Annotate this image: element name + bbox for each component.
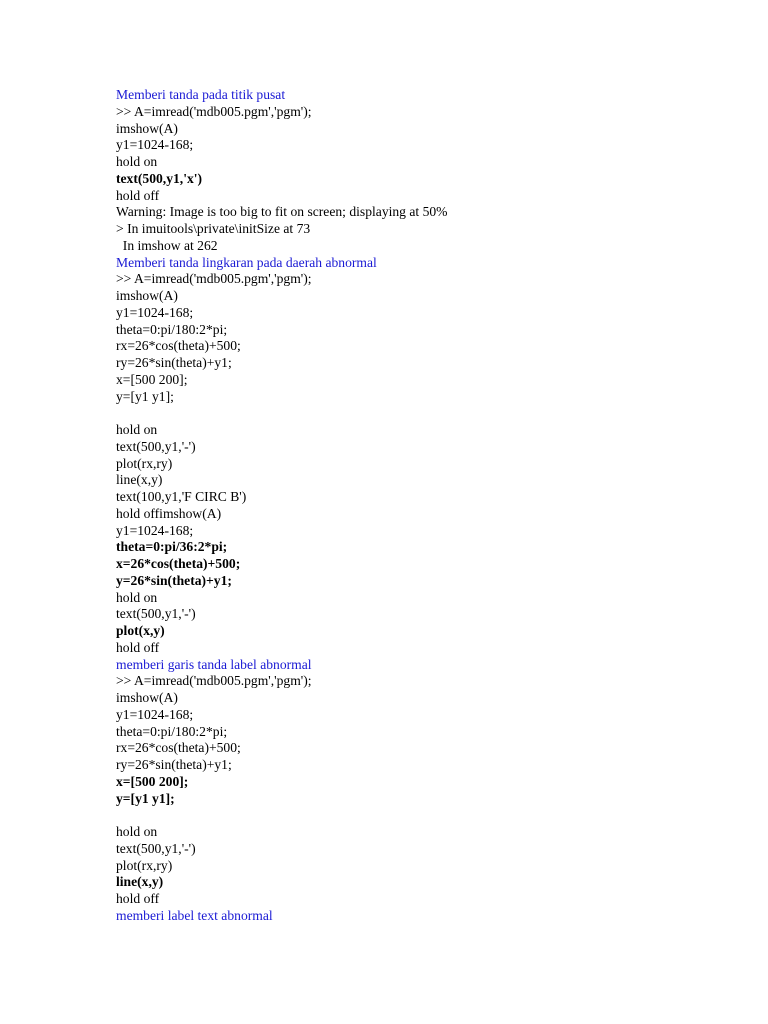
code-line: text(500,y1,'-') bbox=[116, 438, 196, 454]
code-line: y1=1024-168; bbox=[116, 706, 194, 722]
code-line: hold on bbox=[116, 589, 158, 605]
code-line: theta=0:pi/180:2*pi; bbox=[116, 321, 228, 337]
code-line: Warning: Image is too big to fit on screen; displaying at 50% bbox=[116, 204, 448, 220]
code-line: ry=26*sin(theta)+y1; bbox=[116, 355, 232, 370]
code-line: imshow(A) bbox=[116, 288, 178, 303]
code-line: hold on bbox=[116, 824, 158, 839]
code-line: y1=1024-168; bbox=[116, 522, 194, 538]
code-line: rx=26*cos(theta)+500; bbox=[116, 338, 241, 354]
code-line: y=[y1 y1]; bbox=[116, 388, 174, 404]
code-line: line(x,y) bbox=[116, 472, 163, 488]
code-line: x=[500 200]; bbox=[116, 371, 188, 387]
code-line: imshow(A) bbox=[116, 690, 178, 705]
code-line: text(500,y1,'-') bbox=[116, 840, 196, 856]
blank-line bbox=[116, 807, 736, 824]
section-heading: Memberi tanda pada titik pusat bbox=[116, 87, 286, 102]
code-line: >> A=imread('mdb005.pgm','pgm'); bbox=[116, 673, 312, 689]
code-line: text(100,y1,'F CIRC B') bbox=[116, 489, 247, 504]
code-line: theta=0:pi/36:2*pi; bbox=[116, 539, 228, 555]
code-line: text(500,y1,'x') bbox=[116, 170, 203, 186]
code-line: ry=26*sin(theta)+y1; bbox=[116, 757, 232, 772]
code-line: hold on bbox=[116, 154, 158, 169]
code-line: rx=26*cos(theta)+500; bbox=[116, 740, 241, 756]
code-line: hold on bbox=[116, 422, 158, 437]
blank-line bbox=[116, 405, 736, 422]
code-line: plot(rx,ry) bbox=[116, 455, 173, 471]
code-line: In imshow at 262 bbox=[116, 237, 218, 253]
code-line: > In imuitools\private\initSize at 73 bbox=[116, 221, 311, 236]
code-line: x=26*cos(theta)+500; bbox=[116, 556, 241, 571]
code-line: hold offimshow(A) bbox=[116, 505, 222, 521]
code-line: plot(x,y) bbox=[116, 623, 165, 638]
code-line: y1=1024-168; bbox=[116, 137, 194, 153]
section-heading: memberi garis tanda label abnormal bbox=[116, 656, 312, 672]
code-line: hold off bbox=[116, 187, 160, 203]
code-line: x=[500 200]; bbox=[116, 773, 189, 789]
code-line: >> A=imread('mdb005.pgm','pgm'); bbox=[116, 103, 312, 119]
section-heading: Memberi tanda lingkaran pada daerah abnormal bbox=[116, 254, 377, 270]
code-line: line(x,y) bbox=[116, 874, 164, 890]
code-line: hold off bbox=[116, 639, 160, 655]
code-line: theta=0:pi/180:2*pi; bbox=[116, 723, 228, 739]
code-line: >> A=imread('mdb005.pgm','pgm'); bbox=[116, 271, 312, 287]
code-line: y=[y1 y1]; bbox=[116, 790, 175, 806]
code-line: hold off bbox=[116, 891, 160, 906]
document-content bbox=[116, 87, 736, 925]
section-heading: memberi label text abnormal bbox=[116, 907, 273, 923]
code-line: plot(rx,ry) bbox=[116, 857, 173, 873]
code-line: imshow(A) bbox=[116, 120, 178, 136]
code-line: y1=1024-168; bbox=[116, 304, 194, 320]
code-line: y=26*sin(theta)+y1; bbox=[116, 572, 232, 588]
code-line: text(500,y1,'-') bbox=[116, 606, 196, 622]
